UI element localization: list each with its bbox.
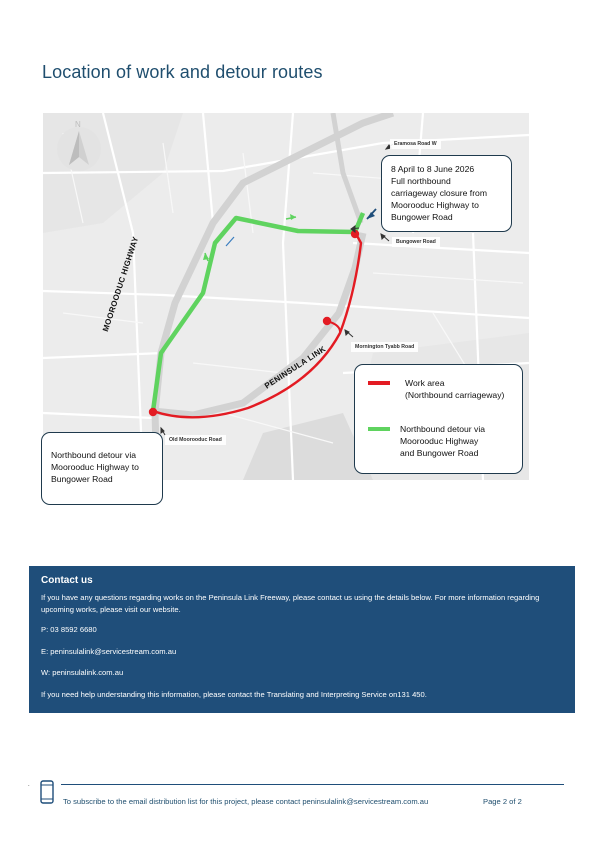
detour-callout-line: Bungower Road — [51, 474, 113, 484]
map-legend — [354, 364, 523, 474]
contact-email[interactable]: E: peninsulalink@servicestream.com.au — [41, 646, 177, 656]
moorooduc-highway-label: MOOROODUC HIGHWAY — [101, 235, 141, 333]
closure-callout — [381, 155, 512, 232]
closure-callout-line: 8 April to 8 June 2026 — [391, 164, 475, 174]
footer-divider — [61, 784, 564, 785]
legend-detour-line3: and Bungower Road — [400, 448, 479, 458]
contact-phone[interactable]: P: 03 8592 6680 — [41, 625, 97, 634]
road-label-eramosa: Eramosa Road W — [390, 139, 441, 149]
compass-n: N — [75, 120, 81, 129]
road-label-bungower: Bungower Road — [392, 237, 440, 247]
mobile-phone-icon — [40, 780, 54, 809]
legend-work-sub: (Northbound carriageway) — [405, 390, 505, 400]
work-start-dot — [149, 408, 157, 416]
contact-interpreter: If you need help understanding this information, please contact the Translating and Interpreting Service on131 450. — [41, 689, 427, 699]
closure-callout-line: Full northbound — [391, 176, 451, 186]
contact-heading: Contact us — [41, 575, 93, 586]
page-number: Page 2 of 2 — [483, 797, 522, 806]
closure-callout-line: Bungower Road — [391, 212, 453, 222]
footer-mark: . — [28, 782, 30, 788]
work-area-swatch — [368, 381, 390, 385]
page-title: Location of work and detour routes — [42, 62, 323, 82]
road-label-mornington-tyabb: Mornington Tyabb Road — [351, 342, 418, 352]
detour-callout-line: Moorooduc Highway to — [51, 462, 139, 472]
detour-callout-line: Northbound detour via — [51, 450, 137, 460]
ramp-dot — [323, 317, 331, 325]
legend-work-label: Work area — [405, 378, 445, 388]
closure-callout-line: carriageway closure from — [391, 188, 487, 198]
legend-detour-line2: Moorooduc Highway — [400, 436, 479, 446]
contact-section — [29, 566, 575, 713]
contact-intro: If you have any questions regarding works on the Peninsula Link Freeway, please contact us using the details below. For more information regarding upcoming works, please visit our website. — [41, 593, 540, 614]
closure-callout-line: Moorooduc Highway to — [391, 200, 479, 210]
peninsula-link-label: PENINSULA LINK — [263, 344, 328, 391]
detour-swatch — [368, 427, 390, 431]
detour-callout — [41, 432, 163, 505]
footer-subscribe: To subscribe to the email distribution list for this project, please contact peninsulalink@servicestream.com.au — [63, 797, 429, 806]
contact-website[interactable]: W: peninsulalink.com.au — [41, 668, 124, 677]
road-label-old-moorooduc: Old Moorooduc Road — [165, 435, 226, 445]
legend-detour-label: Northbound detour via — [400, 424, 486, 434]
